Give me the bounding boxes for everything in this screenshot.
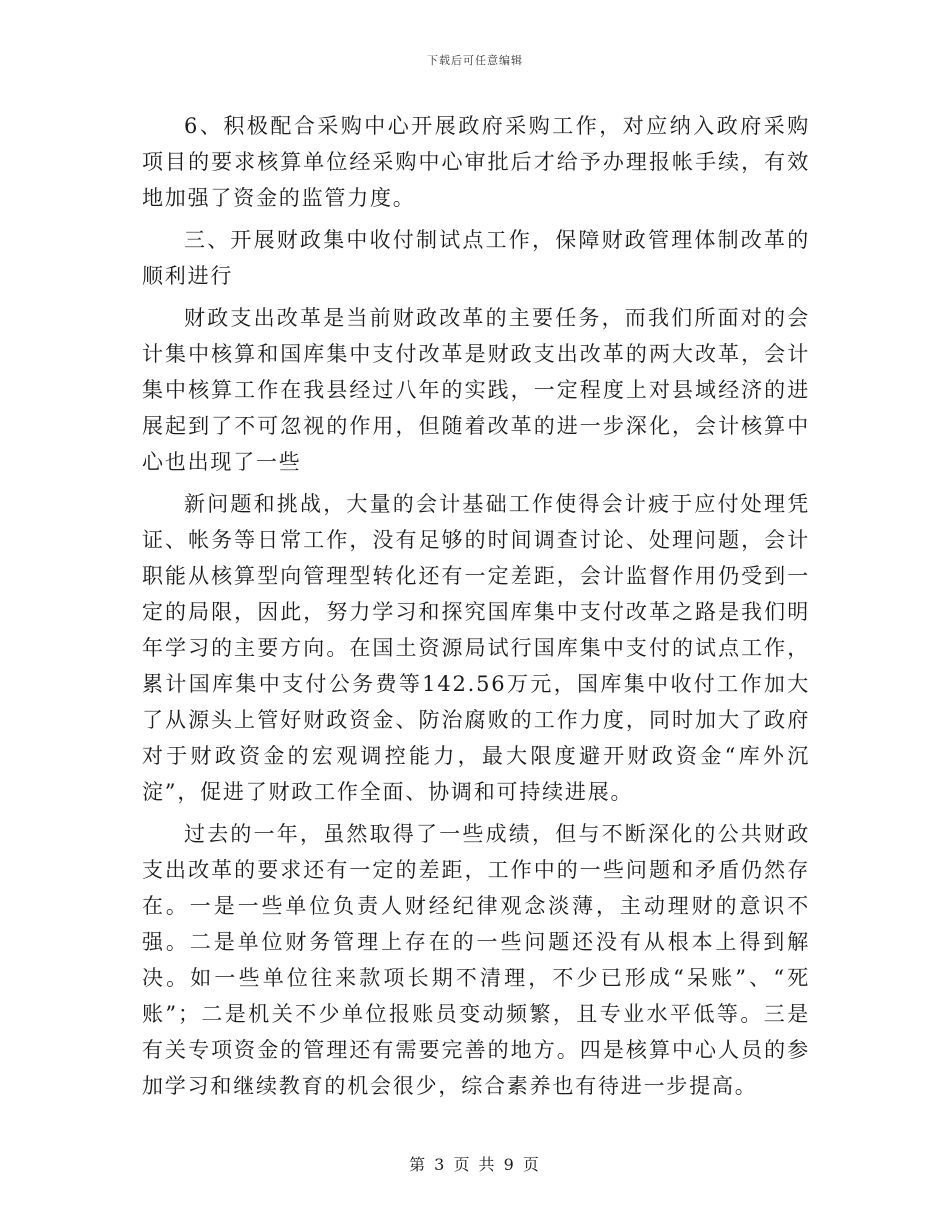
paragraph-expenditure-reform: 财政支出改革是当前财政改革的主要任务，而我们所面对的会计集中核算和国库集中支付改革是财政支出改革的两大改革，会计集中核算工作在我县经过八年的实践，一定程度上对县域经济的进展起到了不可忽视的作用，但随着改革的进一步深化，会计核算中心也出现了一些: [142, 306, 810, 474]
page-number: 第 3 页 共 9 页: [409, 1155, 541, 1174]
section-heading-treasury-pilot: 三、开展财政集中收付制试点工作，保障财政管理体制改革的顺利进行: [142, 228, 810, 288]
paragraph-shortcomings: 过去的一年，虽然取得了一些成绩，但与不断深化的公共财政支出改革的要求还有一定的差距，工作中的一些问题和矛盾仍然存在。一是一些单位负责人财经纪律观念淡薄，主动理财的意识不强。二是单位财务管理上存在的一些问题还没有从根本上得到解决。如一些单位往来款项长期不清理，不少已形成“呆账”、“死账”；二是机关不少单位报账员变动频繁，且专业水平低等。三是有关专项资金的管理还有需要完善的地方。四是核算中心人员的参加学习和继续教育的机会很少，综合素养也有待进一步提高。: [142, 822, 810, 1098]
paragraph-procurement: 6、积极配合采购中心开展政府采购工作，对应纳入政府采购项目的要求核算单位经采购中心审批后才给予办理报帐手续，有效地加强了资金的监管力度。: [142, 114, 810, 210]
document-body: [142, 108, 810, 1110]
paragraph-new-challenges: 新问题和挑战，大量的会计基础工作使得会计疲于应付处理凭证、帐务等日常工作，没有足够的时间调查讨论、处理问题，会计职能从核算型向管理型转化还有一定差距，会计监督作用仍受到一定的局限，因此，努力学习和探究国库集中支付改革之路是我们明年学习的主要方向。在国土资源局试行国库集中支付的试点工作，累计国库集中支付公务费等142.56万元，国库集中收付工作加大了从源头上管好财政资金、防治腐败的工作力度，同时加大了政府对于财政资金的宏观调控能力，最大限度避开财政资金“库外沉淀”，促进了财政工作全面、协调和可持续进展。: [142, 492, 810, 804]
page-header: 下载后可任意编辑: [427, 54, 523, 67]
